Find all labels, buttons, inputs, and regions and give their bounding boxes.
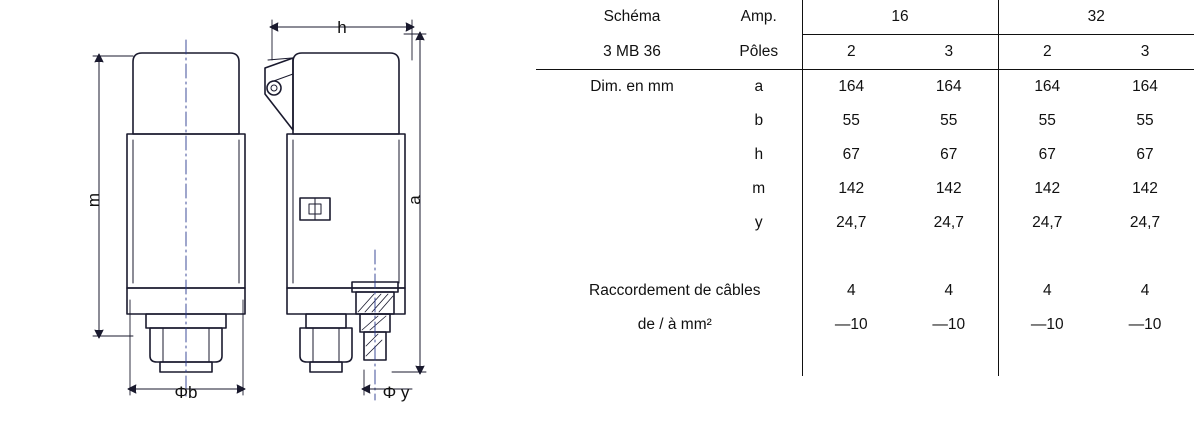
poles-32-2: 2: [998, 35, 1096, 70]
technical-drawings: [0, 0, 530, 427]
table-row: [536, 206, 1194, 240]
cell-a-32-2: 164: [998, 70, 1096, 105]
table-row: [536, 172, 1194, 206]
table-row: [536, 308, 1194, 342]
dim-section-label: Dim. en mm: [590, 78, 674, 95]
spacer-cell: [900, 240, 998, 274]
cell-a-16-2: 164: [802, 70, 900, 105]
spacer-cell: [536, 240, 716, 274]
table-spacer-row: [536, 240, 1194, 274]
amp-label: Amp.: [740, 8, 777, 26]
poles-16-3: 3: [944, 43, 954, 60]
poles-32-3: 3: [1140, 43, 1150, 60]
dim-label-phi-b: Φb: [174, 383, 198, 402]
amp-group-16: 16: [802, 0, 998, 35]
spacer-cell: [900, 342, 998, 376]
spacer-cell: [1096, 240, 1194, 274]
spacer-cell: [716, 342, 802, 376]
amp-group-32: 32: [998, 0, 1194, 35]
row-empty-label: [536, 138, 716, 172]
spec-table: [536, 0, 1194, 376]
dim-label-a: a: [405, 195, 424, 205]
spacer-cell: [998, 240, 1096, 274]
table-header-poles-row: [536, 35, 1194, 70]
row-symbol-b: b: [754, 112, 764, 129]
cell-y-16-2: 24,7: [802, 206, 900, 240]
table-row: [536, 104, 1194, 138]
cell-b-32-3: 55: [1136, 112, 1154, 129]
dim-label-m: m: [84, 192, 103, 208]
schema-value: 3 MB 36: [603, 42, 661, 60]
table-row: [536, 138, 1194, 172]
spacer-cell: [802, 240, 900, 274]
table-header-amp-row: [536, 0, 1194, 35]
cell-m-16-3: 142: [935, 180, 962, 197]
cell-m-32-3: 142: [1132, 180, 1158, 197]
cell-y-16-3: 24,7: [933, 214, 964, 231]
cell-cable-32-2: 4: [998, 274, 1096, 308]
row-symbol-a: a: [754, 78, 764, 95]
table-row: [536, 70, 1194, 105]
cell-range-32-2: —10: [998, 308, 1096, 342]
cell-a-32-3: 164: [1132, 78, 1158, 95]
cell-b-16-2: 55: [802, 104, 900, 138]
cable-range-label: de / à mm²: [637, 316, 712, 333]
row-symbol-m: m: [752, 180, 766, 197]
cell-cable-32-3: 4: [1140, 282, 1150, 299]
row-symbol-y: y: [754, 214, 763, 231]
poles-label: Pôles: [739, 42, 779, 60]
cell-h-32-3: 67: [1136, 146, 1154, 163]
cable-label: Raccordement de câbles: [589, 282, 761, 299]
cell-y-32-3: 24,7: [1129, 214, 1161, 231]
cell-b-32-2: 55: [998, 104, 1096, 138]
dim-label-phi-y: Φ y: [382, 383, 410, 402]
cell-a-16-3: 164: [935, 78, 962, 95]
cell-h-16-2: 67: [802, 138, 900, 172]
row-empty-label: [536, 104, 716, 138]
drawing-svg: [0, 0, 530, 427]
cell-y-32-2: 24,7: [998, 206, 1096, 240]
row-empty-label: [536, 206, 716, 240]
cell-range-16-3: —10: [932, 316, 966, 333]
dim-label-h: h: [337, 18, 347, 37]
cell-cable-16-3: 4: [944, 282, 954, 299]
row-empty-label: [536, 172, 716, 206]
cell-range-32-3: —10: [1128, 316, 1162, 333]
cell-b-16-3: 55: [940, 112, 958, 129]
cell-h-32-2: 67: [998, 138, 1096, 172]
spacer-cell: [998, 342, 1096, 376]
spacer-cell: [716, 240, 802, 274]
cell-h-16-3: 67: [940, 146, 958, 163]
spacer-cell: [536, 342, 716, 376]
cell-m-16-2: 142: [802, 172, 900, 206]
spacer-cell: [802, 342, 900, 376]
cell-range-16-2: —10: [802, 308, 900, 342]
row-symbol-h: h: [754, 146, 764, 163]
cell-m-32-2: 142: [998, 172, 1096, 206]
table-row: [536, 274, 1194, 308]
table-tail-row: [536, 342, 1194, 376]
spec-table-wrap: [530, 0, 1200, 427]
poles-16-2: 2: [802, 35, 900, 70]
spacer-cell: [1096, 342, 1194, 376]
schema-label: Schéma: [603, 8, 661, 26]
cell-cable-16-2: 4: [802, 274, 900, 308]
